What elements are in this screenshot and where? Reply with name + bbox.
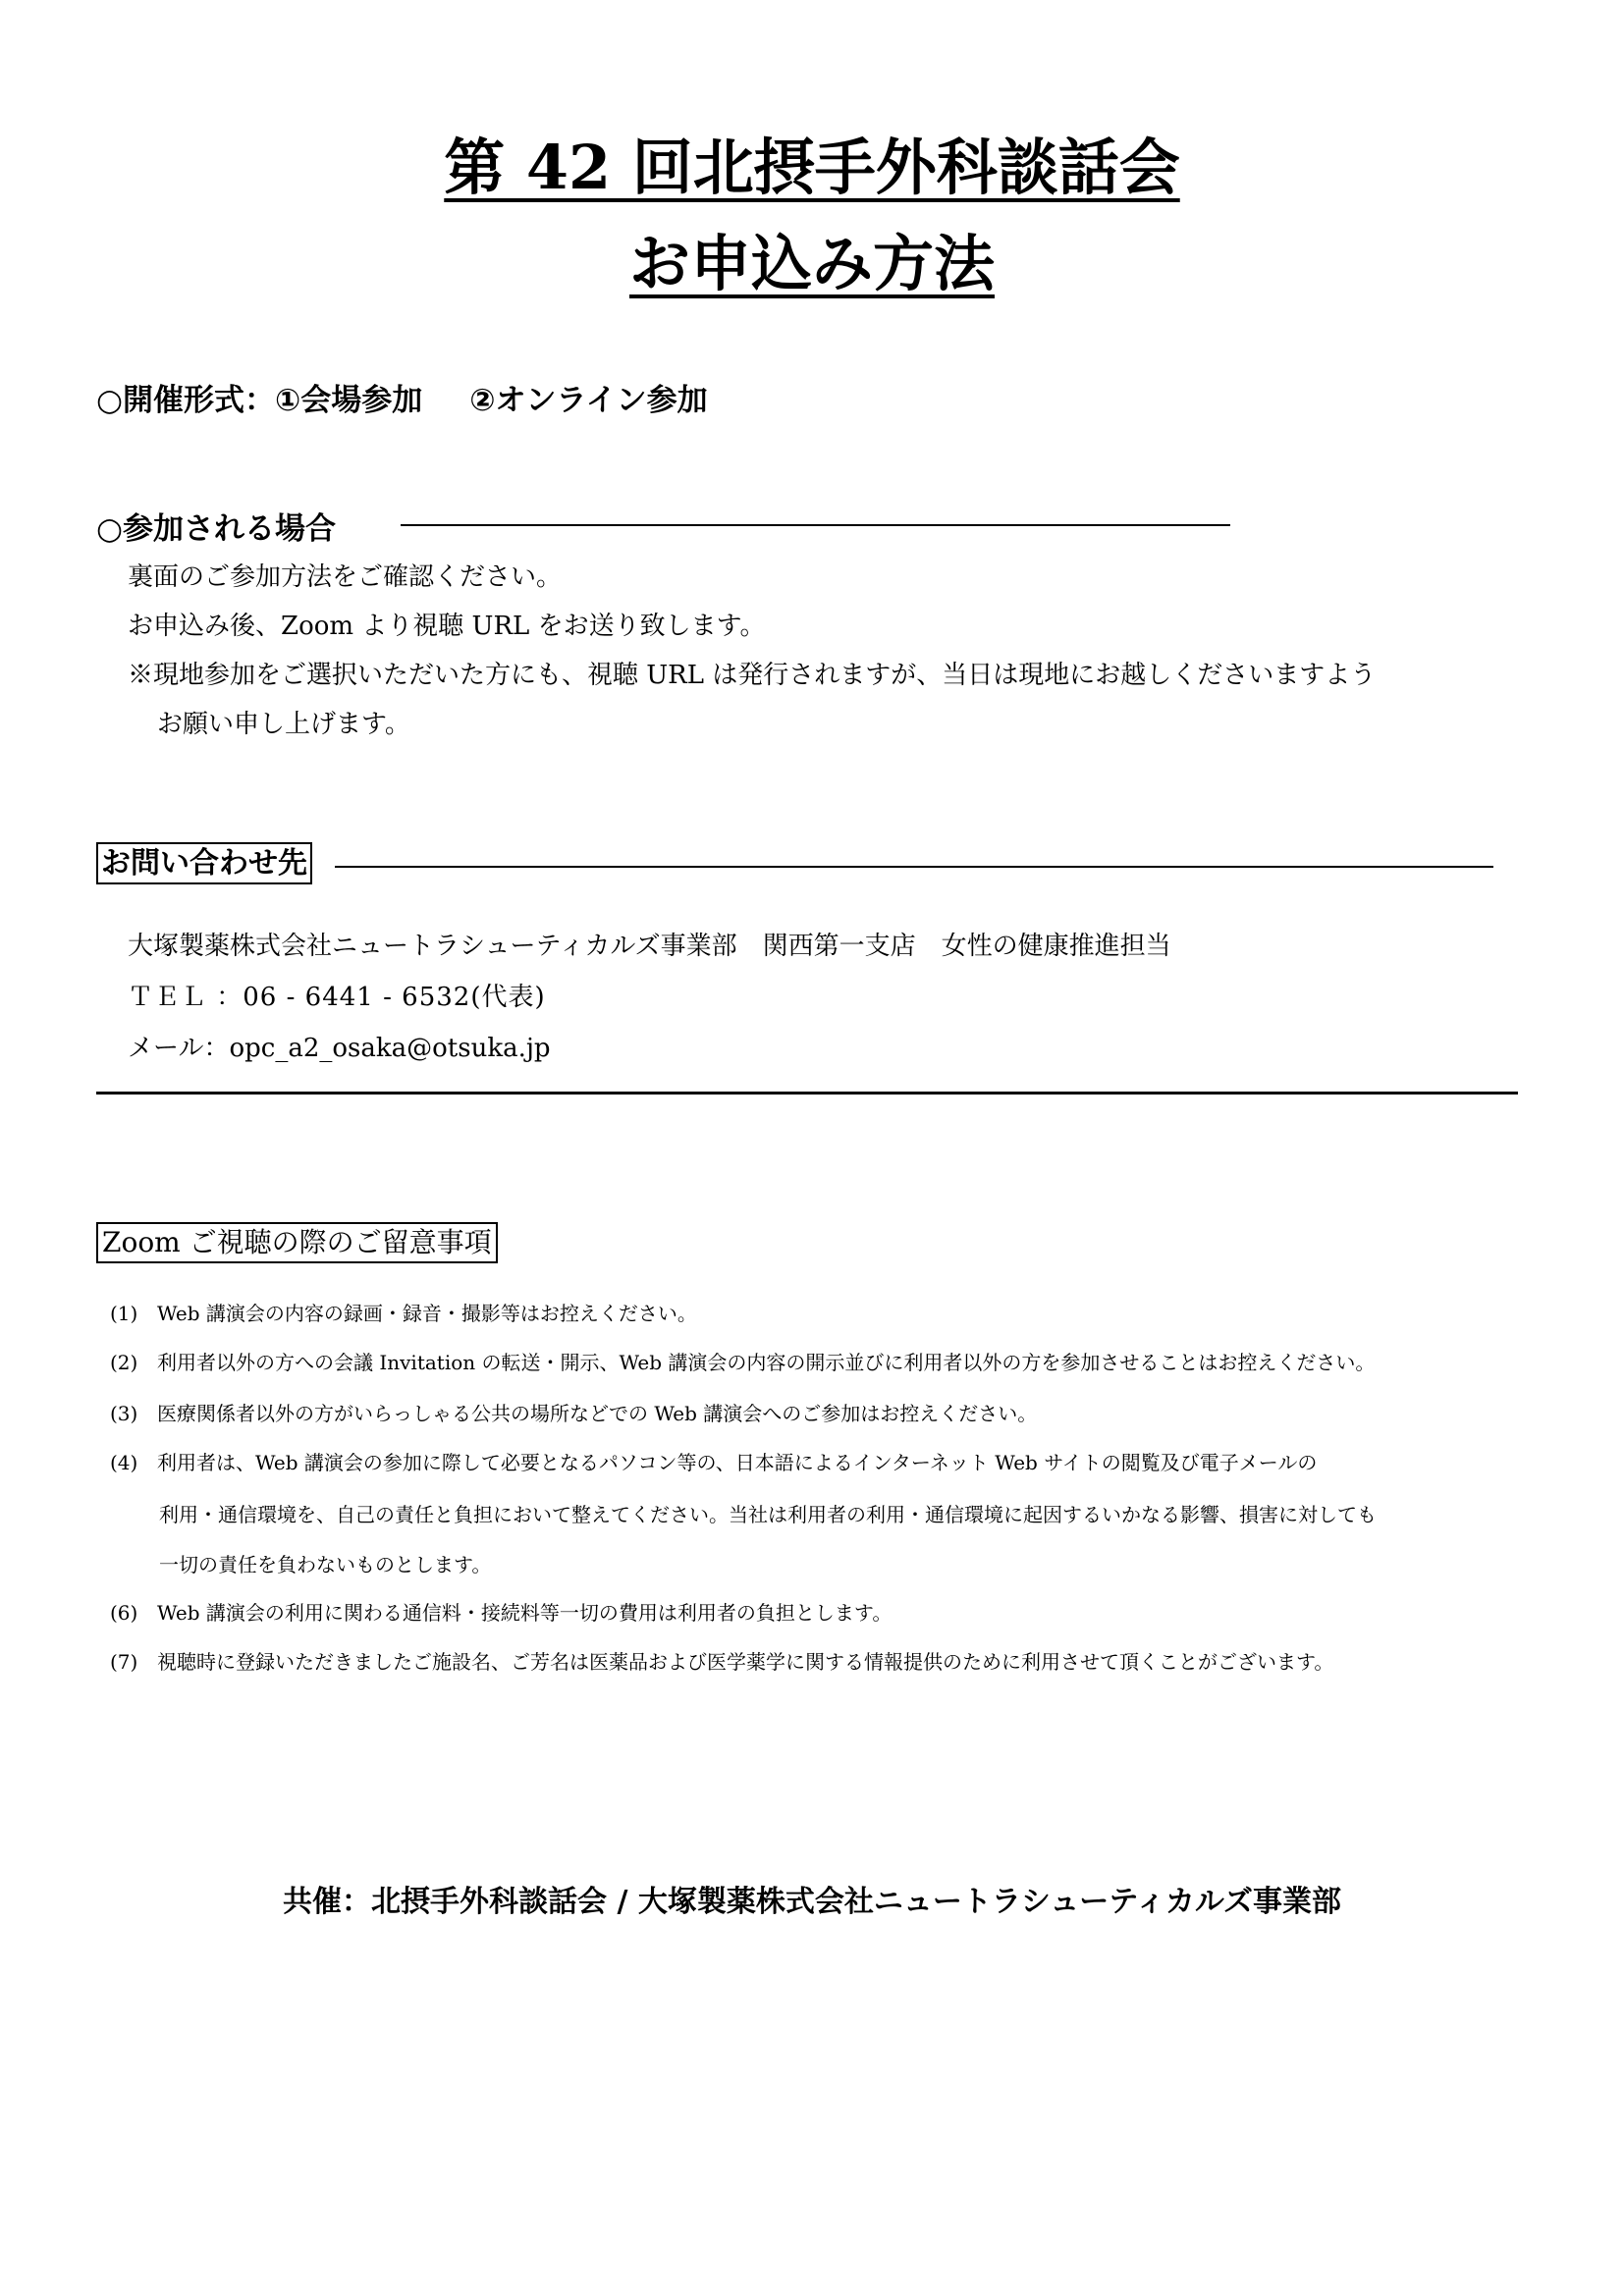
list-item: (7) 視聴時に登録いただきましたご施設名、ご芳名は医薬品および医学薬学に関する情報提供のために利用させて頂くことがございます。 — [110, 1650, 1334, 1674]
zoom-notes-heading: Zoom ご視聴の際のご留意事項 — [96, 1222, 498, 1263]
list-item-continuation: 一切の責任を負わないものとします。 — [159, 1553, 492, 1576]
participate-text: お願い申し上げます。 — [157, 710, 410, 739]
section-divider — [335, 866, 1493, 868]
contact-heading: お問い合わせ先 — [96, 842, 312, 884]
page-subtitle: お申込み方法 — [628, 228, 995, 299]
footer-cohost: 共催：北摂手外科談話会 / 大塚製薬株式会社ニュートラシューティカルズ事業部 — [283, 1885, 1341, 1919]
format-label: ○開催形式：①会場参加 — [96, 383, 423, 418]
contact-email[interactable]: メール：opc_a2_osaka@otsuka.jp — [128, 1034, 551, 1063]
list-item: (6) Web 講演会の利用に関わる通信料・接続料等一切の費用は利用者の負担とします。 — [110, 1601, 893, 1625]
section-divider — [96, 1092, 1518, 1095]
list-item: (3) 医療関係者以外の方がいらっしゃる公共の場所などでの Web 講演会へのご参加はお控えください。 — [110, 1402, 1038, 1425]
page-title: 第 42 回北摂手外科談話会 — [444, 132, 1180, 203]
contact-company: 大塚製薬株式会社ニュートラシューティカルズ事業部 関西第一支店 女性の健康推進担当 — [128, 932, 1171, 961]
participate-text: お申込み後、Zoom より視聴 URL をお送り致します。 — [128, 612, 766, 641]
participate-text: 裏面のご参加方法をご確認ください。 — [128, 562, 563, 592]
list-item: (1) Web 講演会の内容の録画・録音・撮影等はお控えください。 — [110, 1302, 697, 1325]
contact-tel: ＴＥＬ ：06 - 6441 - 6532(代表) — [128, 983, 546, 1012]
list-item: (4) 利用者は、Web 講演会の参加に際して必要となるパソコン等の、日本語によるインターネット Web サイトの閲覧及び電子メールの — [110, 1451, 1318, 1474]
format-option-online: ②オンライン参加 — [469, 383, 708, 418]
participate-text: ※現地参加をご選択いただいた方にも、視聴 URL は発行されますが、当日は現地にお越しくださいますよう — [128, 661, 1377, 690]
list-item: (2) 利用者以外の方への会議 Invitation の転送・開示、Web 講演会の内容の開示並びに利用者以外の方を参加させることはお控えください。 — [110, 1351, 1376, 1374]
list-item-continuation: 利用・通信環境を、自己の責任と負担において整えてください。当社は利用者の利用・通信環境に起因するいかなる影響、損害に対しても — [159, 1503, 1377, 1526]
section-divider — [401, 524, 1230, 526]
event-format — [96, 375, 708, 419]
participate-heading: ○参加される場合 — [96, 511, 337, 547]
